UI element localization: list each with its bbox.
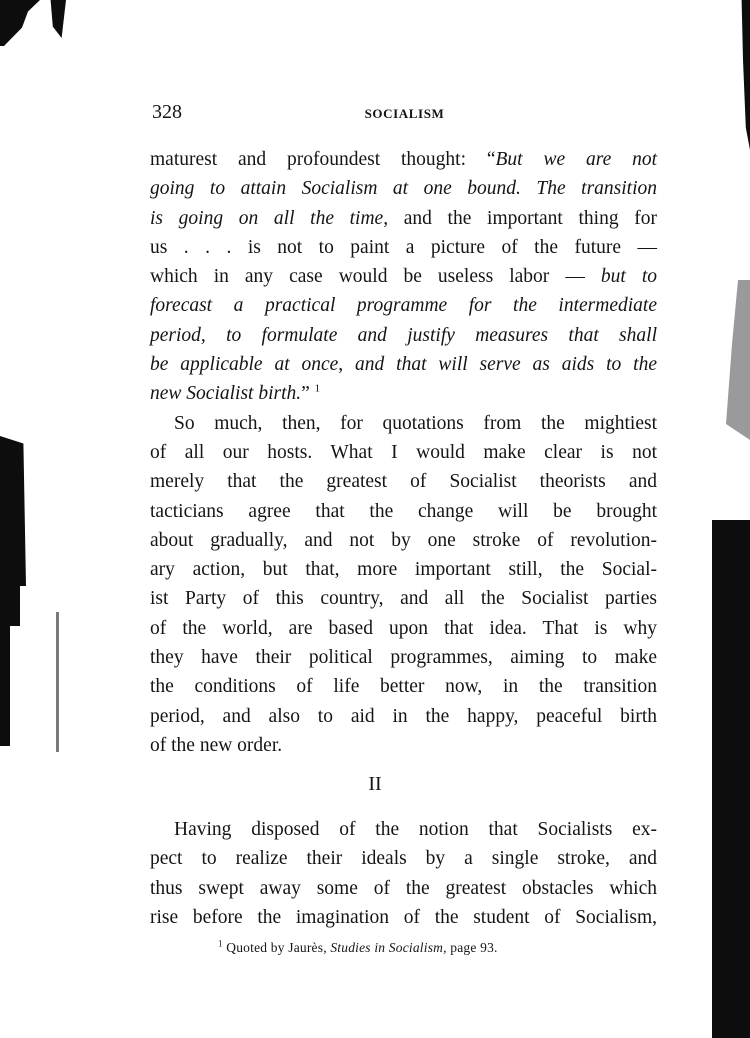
footnote-title: Studies in Socialism,	[330, 940, 447, 955]
italic-run: But we are not	[495, 149, 657, 170]
text-line	[150, 702, 657, 731]
italic-run: is going on all the time,	[150, 207, 389, 229]
text-line	[150, 555, 657, 584]
text-line	[150, 262, 657, 291]
section-numeral: II	[368, 773, 382, 795]
scan-artifact	[720, 280, 750, 440]
paragraph-2	[150, 409, 657, 761]
text-run: maturest and profoundest thought: “	[150, 149, 496, 170]
text-line	[150, 497, 657, 526]
text-line	[150, 672, 657, 701]
text-run: they have their political programmes, aiming to make	[150, 647, 657, 669]
footnote-suffix: page 93.	[446, 940, 498, 955]
text-line	[150, 844, 657, 873]
scan-artifact	[736, 0, 750, 150]
text-line	[150, 643, 657, 672]
text-run: tacticians agree that the change will be brought	[150, 500, 657, 522]
text-line	[150, 584, 657, 613]
text-line	[150, 291, 657, 320]
italic-run: forecast a practical programme for the intermediate	[150, 295, 657, 317]
text-line	[150, 467, 657, 496]
text-line	[150, 438, 657, 467]
page-number: 328	[152, 101, 182, 123]
text-run: Having disposed of the notion that Socialists ex-	[174, 819, 657, 840]
paragraph-3	[150, 815, 657, 932]
text-line	[150, 731, 657, 760]
footnote	[218, 940, 498, 956]
footnote-ref: 1	[314, 382, 321, 395]
text-run: of the new order.	[150, 734, 283, 756]
text-line	[150, 815, 657, 844]
text-line	[150, 350, 657, 379]
text-run: thus swept away some of the greatest obstacles which	[150, 877, 657, 899]
text-run: which in any case would be useless labor —	[150, 266, 601, 288]
text-line	[150, 526, 657, 555]
running-head: SOCIALISM	[364, 106, 445, 121]
text-line	[150, 174, 657, 203]
text-run: of the world, are based upon that idea. That is why	[150, 617, 657, 639]
scan-artifact	[44, 0, 66, 38]
text-line	[150, 903, 657, 932]
italic-run: period, to formulate and justify measures that shall	[150, 324, 657, 346]
italic-run: going to attain Socialism at one bound. The transition	[150, 178, 657, 200]
text-line	[150, 321, 657, 350]
scan-artifact	[56, 612, 59, 752]
italic-run: be applicable at once, and that will serve as aids to the	[150, 354, 657, 376]
text-run: and the important thing for	[388, 207, 657, 229]
text-line	[150, 409, 657, 438]
text-run: us . . . is not to paint a picture of the future —	[150, 236, 657, 258]
text-line	[150, 233, 657, 262]
footnote-prefix: Quoted by Jaurès,	[222, 940, 331, 955]
page-header	[152, 101, 657, 127]
text-run: about gradually, and not by one stroke of revolution-	[150, 529, 657, 551]
text-line	[150, 145, 657, 174]
text-run: of all our hosts. What I would make clear is not	[150, 441, 657, 463]
body-text-continued	[150, 815, 657, 932]
text-line	[150, 379, 657, 408]
text-run: So much, then, for quotations from the mightiest	[174, 412, 657, 434]
scan-artifact	[0, 586, 20, 626]
text-run: ist Party of this country, and all the Socialist parties	[150, 588, 657, 610]
text-run: rise before the imagination of the student of Socialism,	[150, 906, 657, 928]
scan-artifact	[0, 626, 10, 746]
text-run: the conditions of life better now, in the transition	[150, 676, 657, 698]
paragraph-1	[150, 145, 657, 409]
text-line	[150, 204, 657, 233]
text-run: merely that the greatest of Socialist theorists and	[150, 471, 657, 493]
scan-artifact	[0, 436, 26, 586]
text-line	[150, 614, 657, 643]
scan-artifact	[0, 0, 40, 46]
text-run: period, and also to aid in the happy, peaceful birth	[150, 705, 657, 727]
italic-run: but to	[600, 266, 658, 288]
text-run: pect to realize their ideals by a single stroke, and	[150, 848, 657, 870]
text-run: ary action, but that, more important still, the Social-	[150, 559, 657, 581]
text-run: ”	[301, 383, 315, 405]
body-text	[150, 145, 657, 760]
text-line	[150, 874, 657, 903]
footnote-marker: 1	[218, 938, 223, 949]
italic-run: new Socialist birth.	[150, 383, 302, 405]
